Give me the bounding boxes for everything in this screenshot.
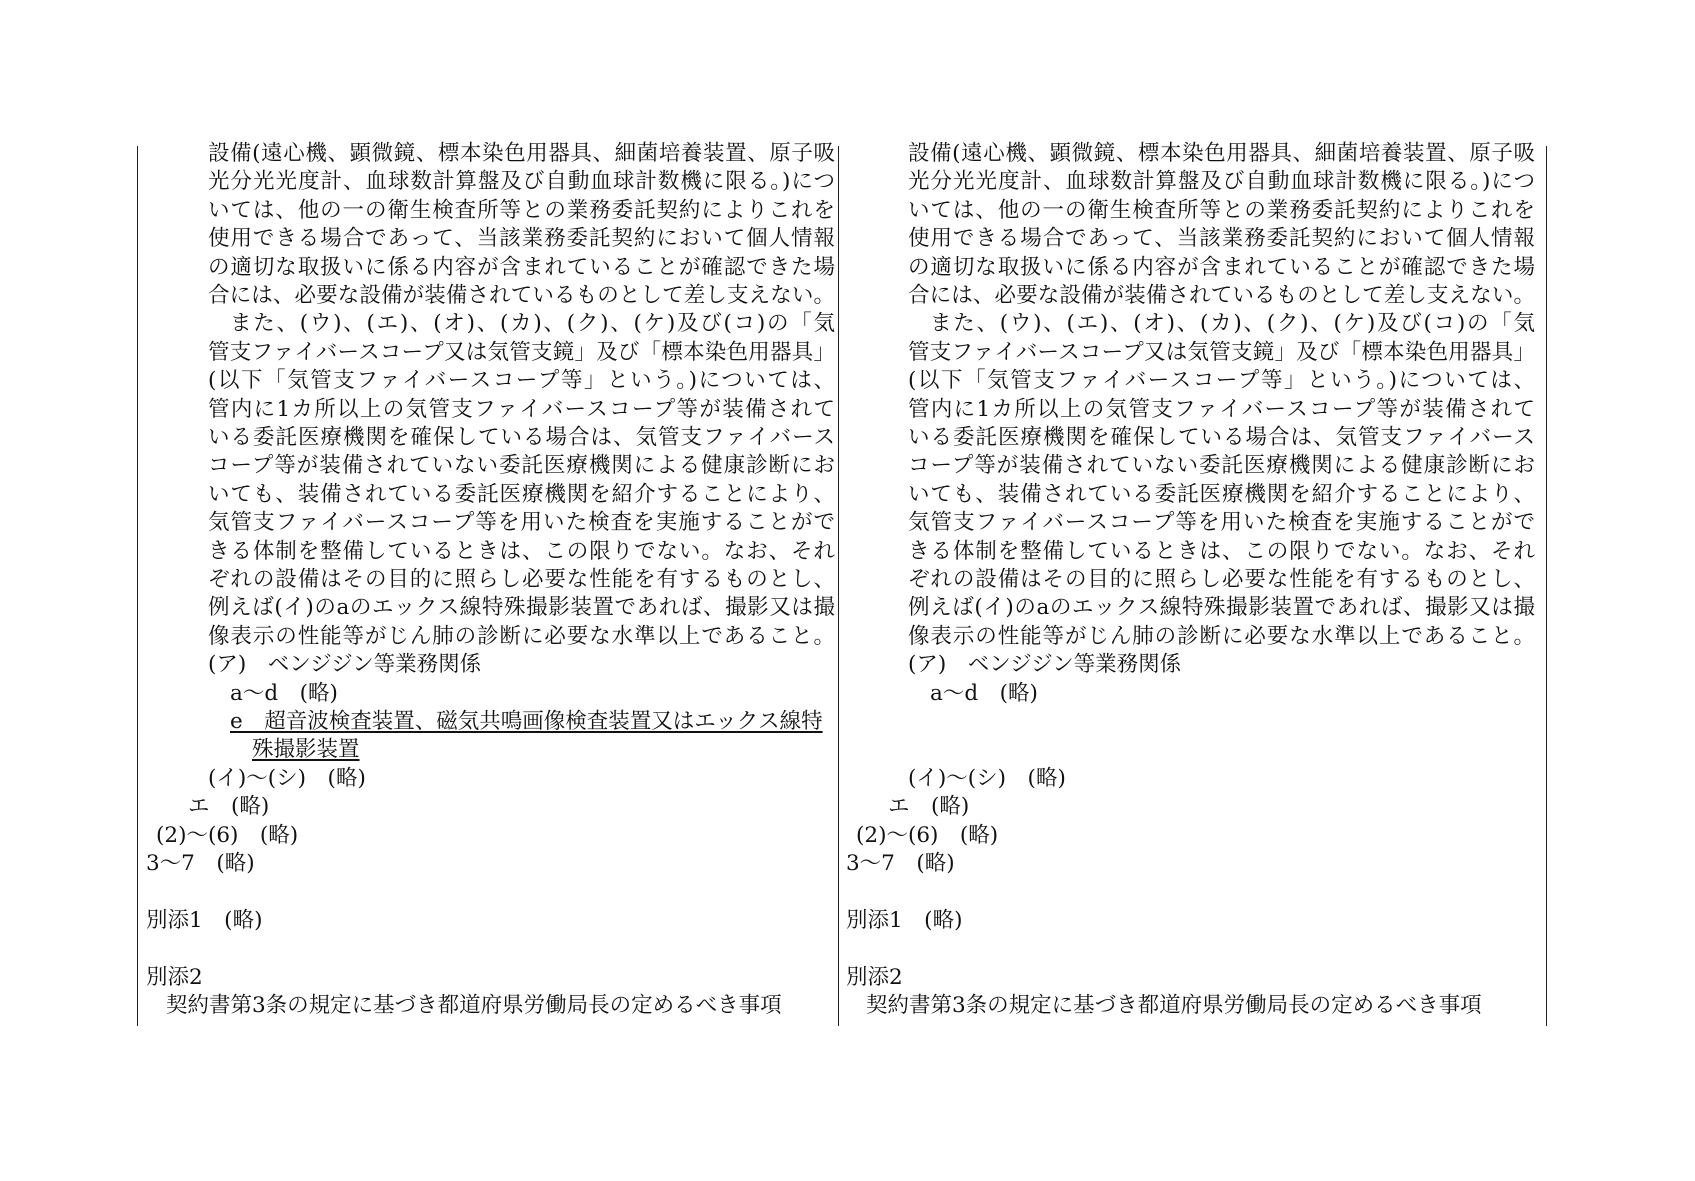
text-line: エ (略)	[888, 794, 970, 820]
text-line: a〜d (略)	[230, 680, 338, 706]
text-line: コープ等が装備されていない委託医療機関による健康診断にお	[208, 453, 835, 479]
text-line: いては、他の一の衛生検査所等との業務委託契約によりこれを	[908, 197, 1535, 223]
text-line: 別添2	[146, 964, 203, 990]
text-line: 使用できる場合であって、当該業務委託契約において個人情報	[208, 226, 835, 252]
text-line: エ (略)	[188, 794, 270, 820]
text-line: ぞれの設備はその目的に照らし必要な性能を有するものとし、	[908, 567, 1535, 592]
text-line: コープ等が装備されていない委託医療機関による健康診断にお	[908, 453, 1535, 479]
text-line: 光分光光度計、血球数計算盤及び自動血球計数機に限る。)につ	[908, 169, 1535, 195]
text-line: 管内に1カ所以上の気管支ファイバースコープ等が装備されて	[208, 396, 835, 422]
text-line: (以下「気管支ファイバースコープ等」という。)については、	[208, 368, 835, 394]
text-line: 像表示の性能等がじん肺の診断に必要な水準以上であること。	[908, 623, 1535, 649]
text-line: 契約書第3条の規定に基づき都道府県労働局長の定めるべき事項	[866, 993, 1482, 1018]
text-line: (イ)〜(シ) (略)	[908, 765, 1066, 791]
column-divider-right	[1546, 146, 1547, 1026]
text-line: 気管支ファイバースコープ等を用いた検査を実施することがで	[208, 510, 835, 536]
text-line: 例えば(イ)のaのエックス線特殊撮影装置であれば、撮影又は撮	[208, 595, 835, 621]
text-line: ぞれの設備はその目的に照らし必要な性能を有するものとし、	[208, 567, 835, 592]
text-line: また、(ウ)、(エ)、(オ)、(カ)、(ク)、(ケ)及び(コ)の「気	[930, 311, 1535, 337]
text-line: 光分光光度計、血球数計算盤及び自動血球計数機に限る。)につ	[208, 169, 835, 195]
text-line: (2)〜(6) (略)	[156, 822, 299, 848]
text-line: 管支ファイバースコープ又は気管支鏡」及び「標本染色用器具」	[208, 339, 835, 365]
text-line: いても、装備されている委託医療機関を紹介することにより、	[908, 481, 1535, 507]
text-line: (ア) ベンジジン等業務関係	[908, 652, 1182, 678]
text-line: 別添1 (略)	[146, 907, 263, 933]
amended-text-line: 殊撮影装置	[252, 737, 360, 763]
text-line: 管内に1カ所以上の気管支ファイバースコープ等が装備されて	[908, 396, 1535, 422]
text-line: 別添1 (略)	[846, 907, 963, 933]
text-line: 像表示の性能等がじん肺の診断に必要な水準以上であること。	[208, 623, 835, 649]
text-line: (以下「気管支ファイバースコープ等」という。)については、	[908, 368, 1535, 394]
text-line: a〜d (略)	[930, 680, 1038, 706]
text-line: 使用できる場合であって、当該業務委託契約において個人情報	[908, 226, 1535, 252]
revised-text-column	[146, 141, 846, 1026]
amended-text-line: e 超音波検査装置、磁気共鳴画像検査装置又はエックス線特	[230, 709, 823, 734]
column-divider-center	[838, 146, 839, 1026]
text-line: 設備(遠心機、顕微鏡、標本染色用器具、細菌培養装置、原子吸	[908, 141, 1535, 166]
text-line: の適切な取扱いに係る内容が含まれていることが確認できた場	[208, 254, 835, 280]
text-line: (2)〜(6) (略)	[856, 822, 999, 848]
text-line: 設備(遠心機、顕微鏡、標本染色用器具、細菌培養装置、原子吸	[208, 141, 835, 166]
text-line: 気管支ファイバースコープ等を用いた検査を実施することがで	[908, 510, 1535, 536]
text-line: 例えば(イ)のaのエックス線特殊撮影装置であれば、撮影又は撮	[908, 595, 1535, 621]
text-line: 契約書第3条の規定に基づき都道府県労働局長の定めるべき事項	[166, 993, 782, 1018]
text-line: 合には、必要な設備が装備されているものとして差し支えない。	[908, 283, 1535, 308]
text-line: いても、装備されている委託医療機関を紹介することにより、	[208, 481, 835, 507]
text-line: 管支ファイバースコープ又は気管支鏡」及び「標本染色用器具」	[908, 339, 1535, 365]
text-line: 3〜7 (略)	[146, 851, 255, 876]
text-line: の適切な取扱いに係る内容が含まれていることが確認できた場	[908, 254, 1535, 280]
original-text-column	[846, 141, 1546, 1026]
text-line: (イ)〜(シ) (略)	[208, 765, 366, 791]
text-line: いては、他の一の衛生検査所等との業務委託契約によりこれを	[208, 197, 835, 223]
text-line: (ア) ベンジジン等業務関係	[208, 652, 482, 678]
text-line: きる体制を整備しているときは、この限りでない。なお、それ	[908, 538, 1535, 564]
column-divider-left	[137, 146, 138, 1026]
text-line: また、(ウ)、(エ)、(オ)、(カ)、(ク)、(ケ)及び(コ)の「気	[230, 311, 835, 337]
text-line: いる委託医療機関を確保している場合は、気管支ファイバース	[208, 425, 835, 450]
text-line: いる委託医療機関を確保している場合は、気管支ファイバース	[908, 425, 1535, 450]
text-line: 合には、必要な設備が装備されているものとして差し支えない。	[208, 283, 835, 308]
text-line: 3〜7 (略)	[846, 851, 955, 876]
text-line: 別添2	[846, 964, 903, 990]
text-line: きる体制を整備しているときは、この限りでない。なお、それ	[208, 538, 835, 564]
